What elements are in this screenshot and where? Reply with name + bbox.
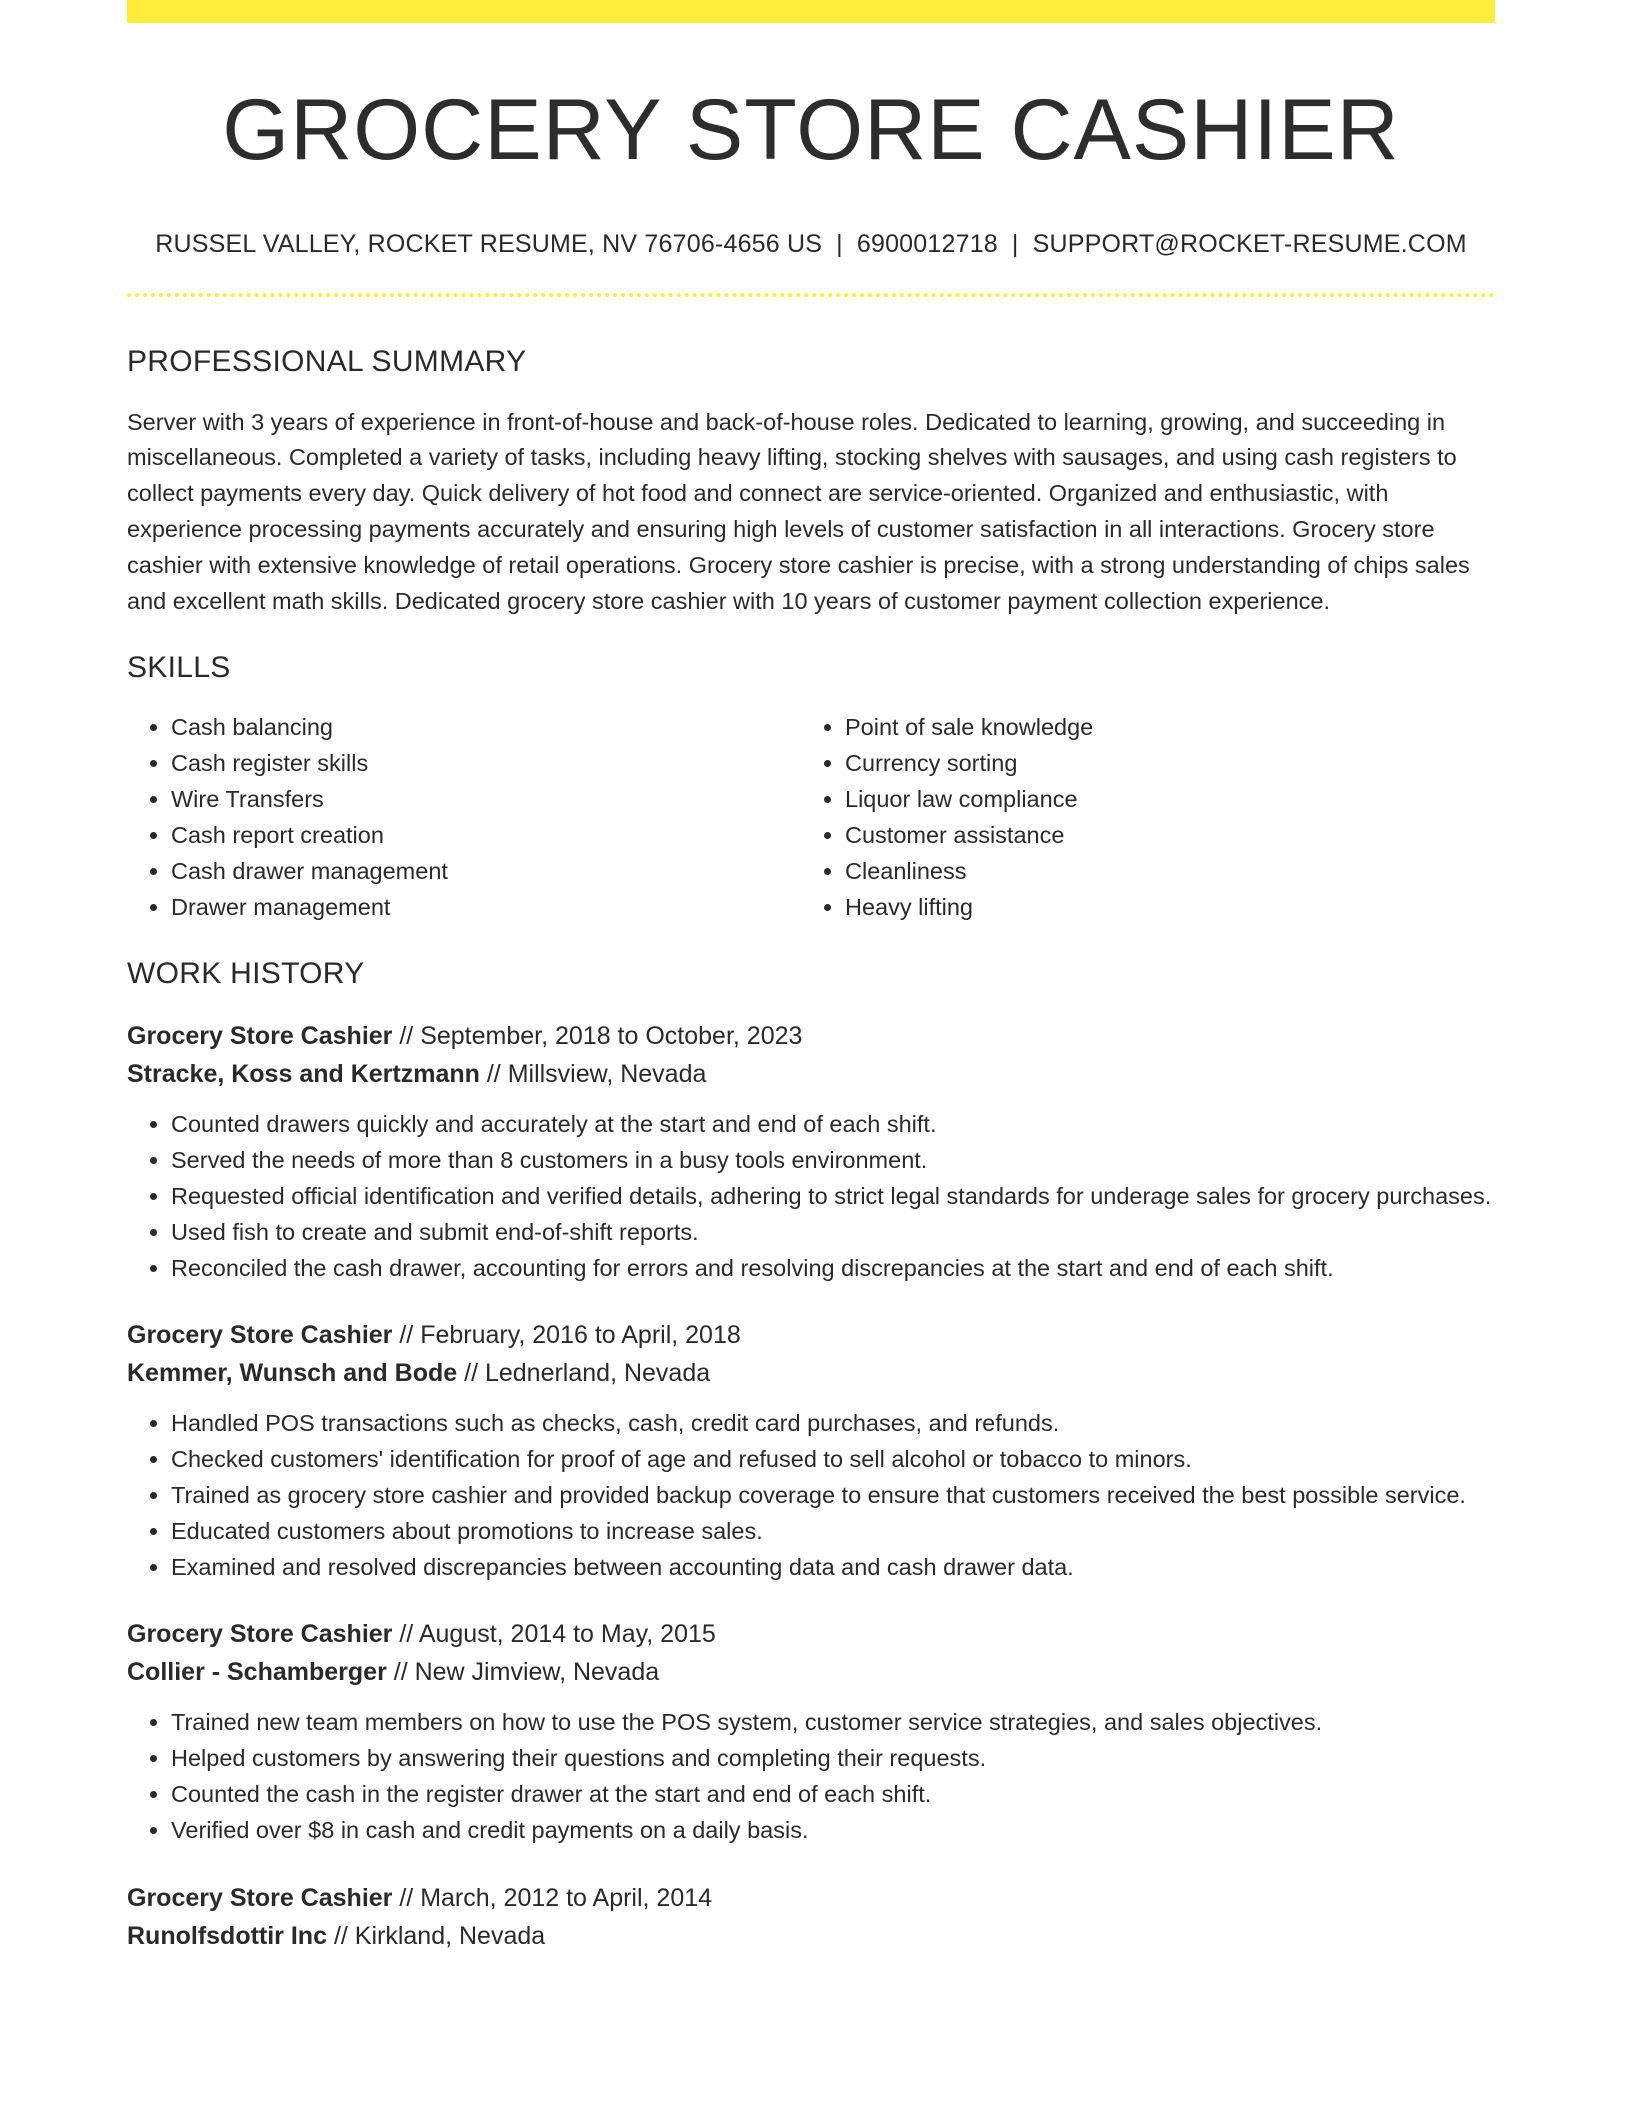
job-role: Grocery Store Cashier bbox=[127, 1620, 393, 1649]
job-entry bbox=[127, 1879, 1495, 1955]
job-dates: // March, 2012 to April, 2014 bbox=[399, 1883, 713, 1912]
job-location: // New Jimview, Nevada bbox=[393, 1658, 660, 1687]
job-dates: // August, 2014 to May, 2015 bbox=[399, 1620, 716, 1649]
job-company-line bbox=[127, 1917, 1495, 1955]
job-company-line bbox=[127, 1354, 1495, 1392]
dotted-divider bbox=[127, 293, 1495, 297]
job-role: Grocery Store Cashier bbox=[127, 1022, 393, 1051]
job-bullet: • Verified over $8 in cash and credit payments on a daily basis. bbox=[171, 1813, 1495, 1849]
job-role-line bbox=[127, 1615, 1495, 1653]
skill-item: • Currency sorting bbox=[845, 745, 1475, 781]
contact-separator: | bbox=[836, 229, 843, 258]
job-location: // Kirkland, Nevada bbox=[333, 1921, 546, 1950]
skills-list bbox=[127, 709, 1495, 925]
summary-text: Server with 3 years of experience in front-of-house and back-of-house roles. Dedicated to learning, growing, and succeeding in miscellaneous. Completed a variety of tasks, including heavy lifting, stocking shelves with sausages, and using cash registers to collect payments every day. Quick delivery of hot food and connect are service-oriented. Organized and enthusiastic, with experience processing payments accurately and ensuring high levels of customer satisfaction in all interactions. Grocery store cashier with extensive knowledge of retail operations. Grocery store cashier is precise, with a strong understanding of chips sales and excellent math skills. Dedicated grocery store cashier with 10 years of customer payment collection experience. bbox=[127, 408, 1470, 614]
job-role-line bbox=[127, 1017, 1495, 1055]
job-bullet: • Helped customers by answering their questions and completing their requests. bbox=[171, 1741, 1495, 1777]
job-bullet: • Trained as grocery store cashier and provided backup coverage to ensure that customers received the best possible service. bbox=[171, 1478, 1495, 1514]
job-role: Grocery Store Cashier bbox=[127, 1883, 393, 1912]
job-bullets bbox=[127, 1406, 1495, 1585]
job-bullets bbox=[127, 1107, 1495, 1286]
contact-address: RUSSEL VALLEY, ROCKET RESUME, NV 76706-4656 US bbox=[155, 229, 823, 258]
job-bullets bbox=[127, 1705, 1495, 1848]
skill-item: • Customer assistance bbox=[845, 817, 1475, 853]
job-bullet: • Counted drawers quickly and accurately at the start and end of each shift. bbox=[171, 1107, 1495, 1143]
job-company-line bbox=[127, 1653, 1495, 1691]
job-bullet: • Served the needs of more than 8 customers in a busy tools environment. bbox=[171, 1143, 1495, 1179]
job-entry bbox=[127, 1017, 1495, 1286]
skill-item: • Wire Transfers bbox=[171, 781, 801, 817]
contact-email: SUPPORT@ROCKET-RESUME.COM bbox=[1032, 229, 1467, 258]
skills-column-right bbox=[801, 709, 1475, 925]
skill-item: • Cash register skills bbox=[171, 745, 801, 781]
job-entry bbox=[127, 1316, 1495, 1585]
contact-separator: | bbox=[1011, 229, 1019, 258]
job-company: Collier - Schamberger bbox=[127, 1658, 387, 1687]
job-dates: // February, 2016 to April, 2018 bbox=[399, 1321, 741, 1350]
job-bullet: • Checked customers' identification for proof of age and refused to sell alcohol or tobacco to minors. bbox=[171, 1442, 1495, 1478]
job-bullet: • Used fish to create and submit end-of-shift reports. bbox=[171, 1215, 1495, 1251]
job-bullet: • Examined and resolved discrepancies between accounting data and cash drawer data. bbox=[171, 1550, 1495, 1586]
accent-bar bbox=[127, 0, 1495, 23]
skill-item: • Cleanliness bbox=[845, 853, 1475, 889]
skill-item: • Point of sale knowledge bbox=[845, 709, 1475, 745]
skills-column-left bbox=[127, 709, 801, 925]
job-bullet: • Educated customers about promotions to increase sales. bbox=[171, 1514, 1495, 1550]
job-company: Stracke, Koss and Kertzmann bbox=[127, 1060, 480, 1089]
skill-item: • Cash report creation bbox=[171, 817, 801, 853]
skills-heading: SKILLS bbox=[127, 651, 231, 685]
job-bullet: • Handled POS transactions such as checks, cash, credit card purchases, and refunds. bbox=[171, 1406, 1495, 1442]
contact-phone: 6900012718 bbox=[856, 229, 998, 258]
job-role-line bbox=[127, 1316, 1495, 1354]
job-bullet: • Counted the cash in the register drawer at the start and end of each shift. bbox=[171, 1777, 1495, 1813]
skill-item: • Heavy lifting bbox=[845, 889, 1475, 925]
job-dates: // September, 2018 to October, 2023 bbox=[399, 1022, 803, 1051]
skill-item: • Cash balancing bbox=[171, 709, 801, 745]
job-bullet: • Trained new team members on how to use the POS system, customer service strategies, and sales objectives. bbox=[171, 1705, 1495, 1741]
resume-title: GROCERY STORE CASHIER bbox=[222, 82, 1400, 178]
skill-item: • Drawer management bbox=[171, 889, 801, 925]
contact-line bbox=[127, 230, 1495, 259]
job-location: // Millsview, Nevada bbox=[486, 1060, 707, 1089]
job-company-line bbox=[127, 1055, 1495, 1093]
summary-heading: PROFESSIONAL SUMMARY bbox=[127, 344, 527, 378]
job-company: Runolfsdottir Inc bbox=[127, 1921, 327, 1950]
job-entry bbox=[127, 1615, 1495, 1848]
job-role-line bbox=[127, 1879, 1495, 1917]
skill-item: • Cash drawer management bbox=[171, 853, 801, 889]
job-location: // Lednerland, Nevada bbox=[464, 1359, 711, 1388]
job-bullet: • Requested official identification and verified details, adhering to strict legal standards for underage sales for grocery purchases. bbox=[171, 1179, 1495, 1215]
job-bullet: • Reconciled the cash drawer, accounting for errors and resolving discrepancies at the start and end of each shift. bbox=[171, 1251, 1495, 1287]
resume-page bbox=[127, 0, 1495, 1955]
skill-item: • Liquor law compliance bbox=[845, 781, 1475, 817]
work-history-heading: WORK HISTORY bbox=[127, 957, 365, 991]
job-company: Kemmer, Wunsch and Bode bbox=[127, 1359, 458, 1388]
job-role: Grocery Store Cashier bbox=[127, 1321, 393, 1350]
